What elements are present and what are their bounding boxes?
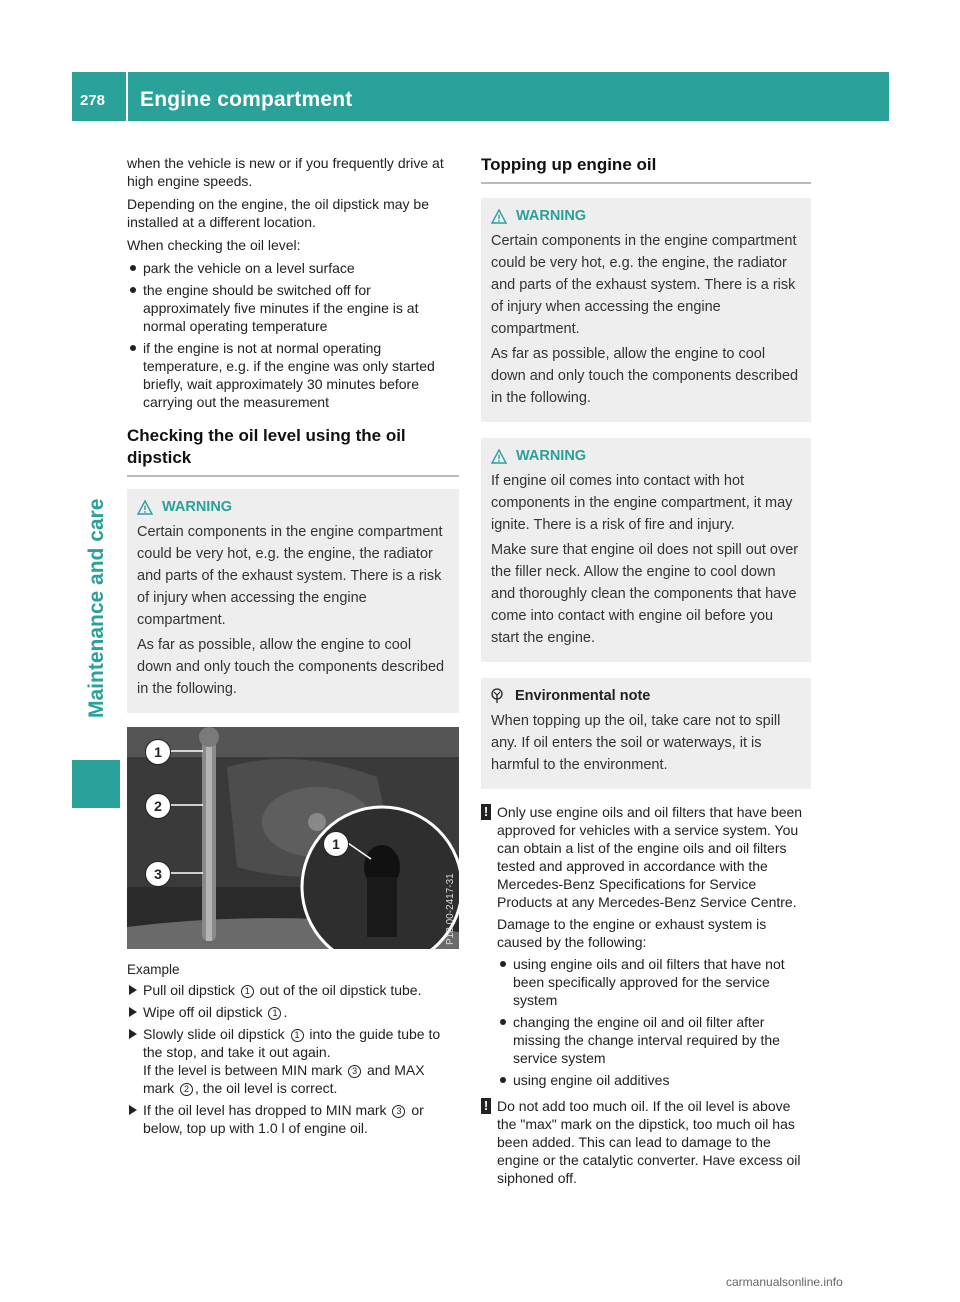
warning-text: Make sure that engine oil does not spill out over the filler neck. Allow the engine to cool down and thoroughly clean the components that have come into contact with engine oil before you start the engine. [491,542,799,646]
header-separator [126,72,128,121]
ref-number: 3 [392,1105,405,1118]
environmental-note-label: Environmental note [515,688,651,704]
intro-text: Depending on the engine, the oil dipstick may be installed at a different location. [127,196,429,230]
section-heading: Topping up engine oil [481,154,811,184]
warning-box [481,198,811,422]
notice-block [481,1097,811,1187]
ref-number: 1 [241,985,254,998]
warning-box [481,438,811,662]
warning-box [127,489,459,713]
warning-header [137,499,449,515]
callout-1-detail: 1 [323,831,349,857]
warning-header [491,448,801,464]
list-item: using engine oil additives [497,1071,811,1089]
warning-triangle-icon [137,500,153,515]
warning-header [491,208,801,224]
damage-causes-list [497,955,811,1089]
ref-number: 1 [268,1007,281,1020]
intro-text: when the vehicle is new or if you frequently drive at high engine speeds. [127,155,444,189]
figure-caption: Example [127,962,180,977]
step-item: Pull oil dipstick 1 out of the oil dipstick tube. [127,981,459,999]
environmental-note-header [491,688,801,704]
callout-1: 1 [145,739,171,765]
exclamation-icon: ! [481,804,491,820]
section-tab-block [72,760,120,808]
figure-code: P18.00-2417-31 [445,873,456,945]
warning-label: WARNING [516,208,587,224]
callout-3: 3 [145,861,171,887]
list-item: if the engine is not at normal operating temperature, e.g. if the engine was only started briefly, wait approximately 30 minutes before carrying out the measurement [127,339,459,411]
engine-illustration [127,727,459,949]
list-item: park the vehicle on a level surface [127,259,459,277]
intro-text: When checking the oil level: [127,237,301,253]
check-conditions-list [127,259,459,411]
page-header [72,72,889,121]
list-item: changing the engine oil and oil filter after missing the change interval required by the service system [497,1013,811,1067]
list-item: using engine oils and oil filters that have not been specifically approved for the service system [497,955,811,1009]
left-column [127,154,459,1141]
section-heading: Checking the oil level using the oil dipstick [127,425,459,477]
warning-text: As far as possible, allow the engine to cool down and only touch the components described in the following. [491,346,799,406]
callout-2: 2 [145,793,171,819]
dipstick-steps [127,981,459,1137]
step-item: Wipe off oil dipstick 1 . [127,1003,459,1021]
warning-text: Certain components in the engine compartment could be very hot, e.g. the engine, the radiator and parts of the exhaust system. There is a risk of injury when accessing the engine compartment. [491,233,797,337]
lightbulb-icon [491,688,503,704]
warning-text: As far as possible, allow the engine to cool down and only touch the components described in the following. [137,637,445,697]
environmental-note-box [481,678,811,789]
watermark-text: carmanualsonline.info [726,1275,843,1289]
notice-text: Do not add too much oil. If the oil level is above the "max" mark on the dipstick, too much oil has been added. This can lead to damage to the engine or the catalytic converter. Have excess oil siphoned off. [497,1098,801,1186]
ref-number: 1 [291,1029,304,1042]
environmental-note-text: When topping up the oil, take care not to spill any. If oil enters the soil or waterways, it is harmful to the environment. [491,713,781,773]
warning-triangle-icon [491,209,507,224]
ref-number: 3 [348,1065,361,1078]
warning-label: WARNING [516,448,587,464]
ref-number: 2 [180,1083,193,1096]
step-item: Slowly slide oil dipstick 1 into the guide tube to the stop, and take it out again. If the level is between MIN mark 3 and MAX mark 2 , the oil level is correct. [127,1025,459,1097]
warning-triangle-icon [491,449,507,464]
engine-dipstick-photo [127,727,459,949]
warning-text: Certain components in the engine compartment could be very hot, e.g. the engine, the radiator and parts of the exhaust system. There is a risk of injury when accessing the engine compartment. [137,524,443,628]
notice-block [481,803,811,1089]
notice-text: Damage to the engine or exhaust system is caused by the following: [497,916,767,950]
exclamation-icon: ! [481,1098,491,1114]
section-tab-label: Maintenance and care [85,498,108,718]
warning-text: If engine oil comes into contact with hot components in the engine compartment, it may ignite. There is a risk of fire and injury. [491,473,793,533]
warning-label: WARNING [162,499,233,515]
page-title: Engine compartment [140,88,353,111]
page-number: 278 [80,92,106,109]
right-column [481,154,811,1191]
step-item: If the oil level has dropped to MIN mark 3 or below, top up with 1.0 l of engine oil. [127,1101,459,1137]
notice-text: Only use engine oils and oil filters that have been approved for vehicles with a service system. You can obtain a list of the engine oils and oil filters tested and approved in accordance with the Mercedes-Benz Specifications for Service Products at any Mercedes-Benz Service Centre. [497,804,803,910]
list-item: the engine should be switched off for approximately five minutes if the engine is at normal operating temperature [127,281,459,335]
